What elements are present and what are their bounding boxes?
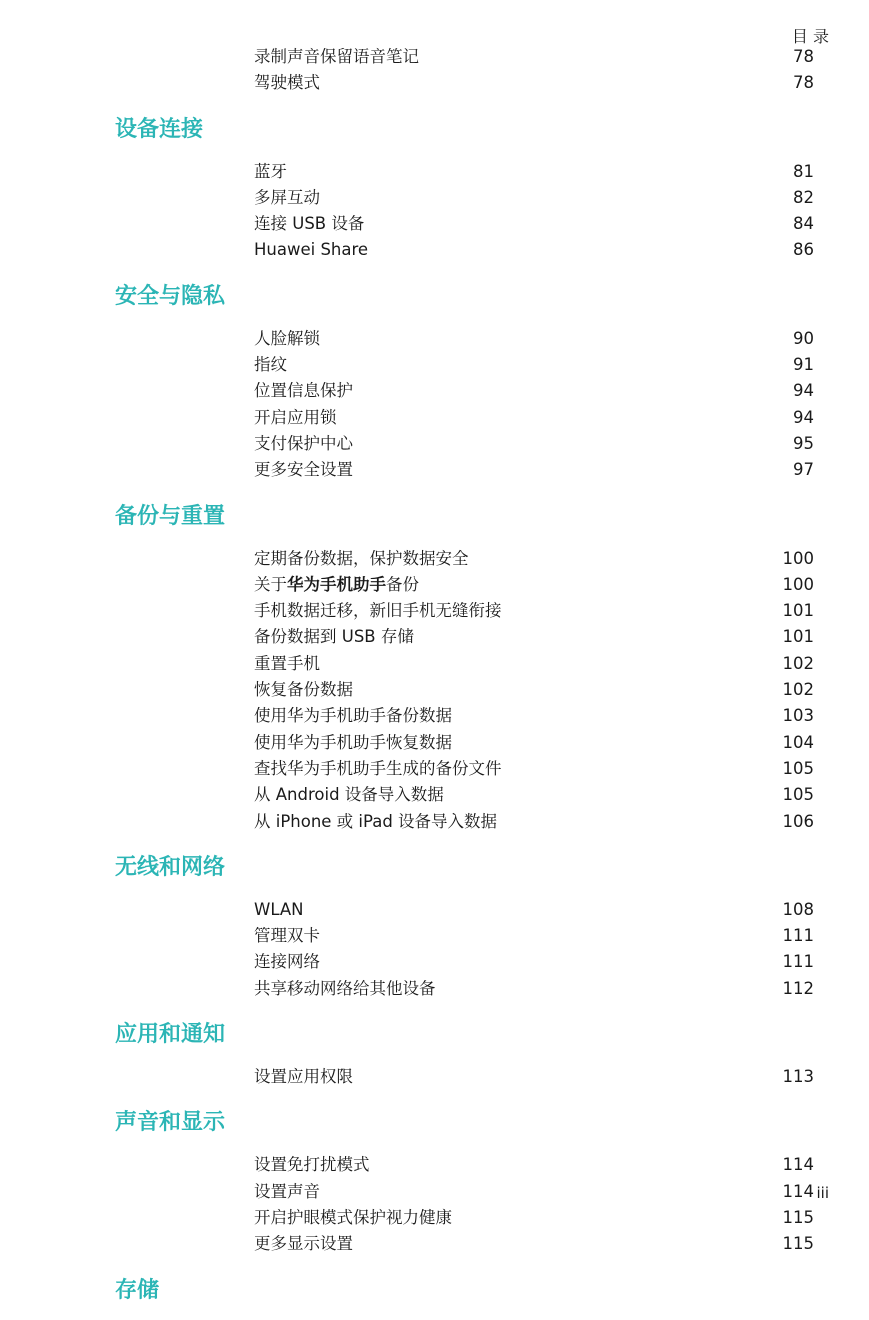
toc-entry-title: 录制声音保留语音笔记 <box>254 47 419 66</box>
toc-section-title[interactable]: 声音和显示 <box>115 1110 226 1136</box>
toc-entry-title-suffix: 备份 <box>386 574 419 594</box>
toc-entry-page: 94 <box>793 381 814 401</box>
toc-entry[interactable] <box>0 598 869 624</box>
toc-entry[interactable] <box>0 378 869 404</box>
toc-entry-page: 114 <box>782 1155 814 1175</box>
toc-entry-title: 共享移动网络给其他设备 <box>254 978 436 998</box>
toc-entry[interactable] <box>0 923 869 949</box>
toc-entry[interactable] <box>0 809 869 835</box>
toc-entry-page: 100 <box>782 548 814 568</box>
toc-entry-title: 多屏互动 <box>254 187 320 207</box>
toc-entry-page: 78 <box>793 47 814 66</box>
toc-entry-page: 86 <box>793 240 814 260</box>
toc-entry-title: Huawei Share <box>254 240 369 260</box>
toc-entry-title: 连接网络 <box>254 952 320 972</box>
toc-entry-page: 108 <box>782 899 814 919</box>
toc-entry[interactable] <box>0 1064 869 1090</box>
toc-entry-page: 84 <box>793 214 814 234</box>
toc-entry-page: 111 <box>782 926 814 946</box>
toc-entry-title: 查找华为手机助手生成的备份文件 <box>254 758 502 778</box>
toc-entry-title: 从 Android 设备导入数据 <box>254 785 444 805</box>
toc-entry[interactable] <box>0 976 869 1002</box>
toc-entry[interactable] <box>0 546 869 572</box>
toc-section <box>0 1108 869 1257</box>
toc-entry-title-prefix: 关于 <box>254 574 287 594</box>
toc-entry-title: 管理双卡 <box>254 926 320 946</box>
toc-entry-page: 105 <box>782 785 814 805</box>
toc-entry[interactable] <box>0 730 869 756</box>
toc-entry-title: 设置声音 <box>254 1181 320 1201</box>
toc-entry-page: 101 <box>782 627 814 647</box>
toc-entry[interactable] <box>0 159 869 185</box>
toc-entry-page: 94 <box>793 407 814 427</box>
toc-entry-title: 设置应用权限 <box>254 1067 353 1087</box>
toc-entry-title: 使用华为手机助手恢复数据 <box>254 732 452 752</box>
toc-section <box>0 282 869 484</box>
toc-entry-page: 111 <box>782 952 814 972</box>
toc-entry[interactable] <box>0 326 869 352</box>
toc-entry[interactable] <box>0 1152 869 1178</box>
toc-entry[interactable] <box>0 1179 869 1205</box>
toc-entry[interactable] <box>0 431 869 457</box>
toc-entry-page: 102 <box>782 653 814 673</box>
toc-entry-title: 恢复备份数据 <box>254 680 353 700</box>
toc-entry-page: 104 <box>782 732 814 752</box>
toc-entry-page: 101 <box>782 601 814 621</box>
toc-entry[interactable] <box>0 457 869 483</box>
toc-entry-title: 位置信息保护 <box>254 381 353 401</box>
toc-entry-title: 支付保护中心 <box>254 433 353 453</box>
toc-header: 目 录 <box>791 27 829 46</box>
page-number: iii <box>816 1184 829 1202</box>
toc-entry-page: 90 <box>793 328 814 348</box>
table-of-contents <box>0 44 869 1320</box>
toc-section-title[interactable]: 备份与重置 <box>115 503 226 529</box>
toc-entry-title <box>254 572 419 598</box>
toc-entry-page: 105 <box>782 758 814 778</box>
toc-entry-title: 开启应用锁 <box>254 407 337 427</box>
toc-entry[interactable] <box>0 624 869 650</box>
toc-entry-title: 蓝牙 <box>254 161 287 181</box>
toc-entry[interactable] <box>0 185 869 211</box>
toc-entry-page: 97 <box>793 460 814 480</box>
toc-section <box>0 1020 869 1090</box>
toc-entry-title: 更多显示设置 <box>254 1234 353 1254</box>
toc-entry-page: 91 <box>793 355 814 375</box>
toc-entry[interactable] <box>0 703 869 729</box>
toc-entry[interactable] <box>0 651 869 677</box>
toc-entry[interactable] <box>0 677 869 703</box>
toc-entry[interactable] <box>0 897 869 923</box>
toc-entry-title: 开启护眼模式保护视力健康 <box>254 1207 452 1227</box>
toc-entry-page: 115 <box>782 1234 814 1254</box>
toc-entry-title-bold: 华为手机助手 <box>287 574 386 594</box>
toc-section <box>0 502 869 835</box>
toc-entry[interactable] <box>0 949 869 975</box>
toc-entry[interactable] <box>0 405 869 431</box>
toc-entry[interactable] <box>0 572 869 598</box>
toc-entry-title: 定期备份数据，保护数据安全 <box>254 548 469 568</box>
toc-entry-title: 人脸解锁 <box>254 328 320 348</box>
toc-entry-title: 更多安全设置 <box>254 460 353 480</box>
toc-entry[interactable] <box>0 1205 869 1231</box>
toc-entry-title: 重置手机 <box>254 653 320 673</box>
toc-entry-title: 设置免打扰模式 <box>254 1155 370 1175</box>
toc-entry-page: 95 <box>793 433 814 453</box>
toc-entry-page: 113 <box>782 1067 814 1087</box>
toc-entry-title: 连接 USB 设备 <box>254 214 365 234</box>
toc-entry-page: 81 <box>793 161 814 181</box>
toc-entry[interactable] <box>0 756 869 782</box>
toc-entry[interactable] <box>0 782 869 808</box>
toc-entry[interactable] <box>0 70 869 96</box>
toc-entry-page: 103 <box>782 706 814 726</box>
toc-section-title[interactable]: 安全与隐私 <box>115 283 226 309</box>
toc-section-title[interactable]: 设备连接 <box>115 116 204 142</box>
toc-continued-entries <box>0 44 869 97</box>
toc-entry-page: 78 <box>793 73 814 93</box>
toc-entry-page: 115 <box>782 1207 814 1227</box>
toc-entry[interactable] <box>0 211 869 237</box>
toc-entry-title: 使用华为手机助手备份数据 <box>254 706 452 726</box>
toc-section <box>0 853 869 1002</box>
toc-entry-title: 手机数据迁移，新旧手机无缝衔接 <box>254 601 502 621</box>
toc-section-title[interactable]: 无线和网络 <box>115 854 226 880</box>
toc-section-title[interactable]: 存储 <box>115 1277 160 1303</box>
toc-section-title[interactable]: 应用和通知 <box>115 1022 226 1048</box>
toc-entry[interactable] <box>0 1231 869 1257</box>
toc-entry-title: 从 iPhone 或 iPad 设备导入数据 <box>254 811 498 831</box>
toc-entry-title: WLAN <box>254 899 304 919</box>
toc-entry-page: 114 <box>782 1181 814 1201</box>
toc-entry-title: 指纹 <box>254 355 287 375</box>
toc-entry[interactable] <box>0 237 869 263</box>
toc-entry-page: 106 <box>782 811 814 831</box>
toc-entry-page: 112 <box>782 978 814 998</box>
toc-entry-page: 82 <box>793 187 814 207</box>
toc-entry[interactable] <box>0 44 869 70</box>
toc-entry-page: 102 <box>782 680 814 700</box>
toc-entry-title: 驾驶模式 <box>254 73 320 93</box>
toc-entry-page: 100 <box>782 574 814 594</box>
toc-entry[interactable] <box>0 352 869 378</box>
toc-section <box>0 115 869 264</box>
toc-entry-title: 备份数据到 USB 存储 <box>254 627 414 647</box>
toc-section <box>0 1276 869 1306</box>
